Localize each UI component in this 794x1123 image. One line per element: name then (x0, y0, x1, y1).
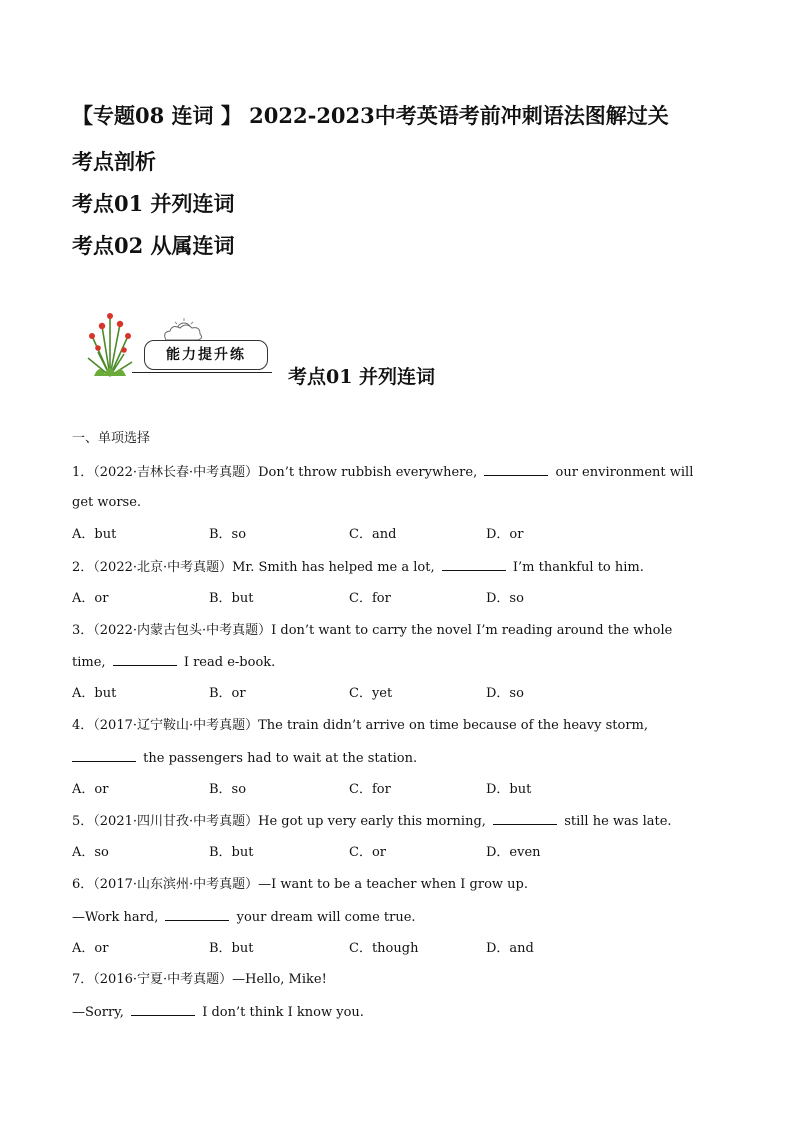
question-stem-text: the passengers had to wait at the station. (143, 751, 418, 766)
question-stem-text: 1．（2022·吉林长春·中考真题）Don’t throw rubbish everywhere, (72, 465, 478, 480)
option-c: C．though (349, 941, 419, 956)
subtitle-analysis: 考点剖析 (72, 149, 156, 174)
option-b: B．but (209, 941, 254, 956)
option-c: C．for (349, 591, 391, 606)
question-6-continuation (72, 908, 416, 927)
answer-blank (484, 463, 548, 476)
option-c: C．and (349, 527, 397, 542)
document-title: 【专题08 连词 】 2022-2023中考英语考前冲刺语法图解过关 (72, 103, 669, 128)
question-7-stem: 7．（2016·宁夏·中考真题）—Hello, Mike! (72, 972, 327, 987)
option-d: D．and (486, 941, 534, 956)
option-c: C．for (349, 782, 391, 797)
section-label: 一、单项选择 (72, 431, 151, 446)
ability-practice-badge: 能力提升练 (144, 340, 268, 370)
option-b: B．or (209, 686, 246, 701)
answer-blank (113, 653, 177, 666)
option-d: D．even (486, 845, 541, 860)
option-a: A．or (72, 591, 109, 606)
option-d: D．so (486, 686, 524, 701)
option-c: C．yet (349, 686, 393, 701)
option-b: B．so (209, 527, 247, 542)
question-stem-text: —Work hard, (72, 910, 159, 925)
answer-blank (165, 908, 229, 921)
question-stem-text: 2．（2022·北京·中考真题）Mr. Smith has helped me a lot, (72, 560, 435, 575)
option-a: A．so (72, 845, 109, 860)
question-stem-text: still he was late. (564, 814, 672, 829)
answer-blank (442, 558, 506, 571)
question-4-continuation (72, 749, 417, 768)
option-b: B．but (209, 845, 254, 860)
question-3-stem: 3．（2022·内蒙古包头·中考真题）I don’t want to carry the novel I’m reading around the whole (72, 623, 673, 638)
question-1-stem (72, 463, 693, 482)
banner-divider (132, 372, 272, 373)
question-4-stem: 4．（2017·辽宁鞍山·中考真题）The train didn’t arrive on time because of the heavy storm, (72, 718, 649, 733)
option-a: A．or (72, 782, 109, 797)
section-heading: 考点01 并列连词 (288, 366, 436, 388)
question-3-continuation (72, 653, 275, 672)
question-2-stem (72, 558, 644, 577)
answer-blank (493, 812, 557, 825)
sun-cloud-icon (156, 316, 206, 342)
option-c: C．or (349, 845, 386, 860)
question-stem-text: your dream will come true. (236, 910, 416, 925)
question-5-stem (72, 812, 672, 831)
question-stem-text: I don’t think I know you. (202, 1005, 364, 1020)
option-d: D．or (486, 527, 524, 542)
option-a: A．but (72, 527, 117, 542)
question-stem-text: 5．（2021·四川甘孜·中考真题）He got up very early this morning, (72, 814, 486, 829)
option-b: B．so (209, 782, 247, 797)
question-1-continuation: get worse. (72, 495, 142, 510)
option-d: D．so (486, 591, 524, 606)
option-a: A．or (72, 941, 109, 956)
answer-blank (131, 1003, 195, 1016)
question-7-continuation (72, 1003, 364, 1022)
question-stem-text: time, (72, 655, 106, 670)
option-b: B．but (209, 591, 254, 606)
question-stem-text: —Sorry, (72, 1005, 124, 1020)
question-stem-text: I’m thankful to him. (512, 560, 644, 575)
option-a: A．but (72, 686, 117, 701)
topic-02-heading: 考点02 从属连词 (72, 233, 235, 258)
question-stem-text: our environment will (555, 465, 694, 480)
option-d: D．but (486, 782, 532, 797)
answer-blank (72, 749, 136, 762)
question-6-stem: 6．（2017·山东滨州·中考真题）—I want to be a teacher when I grow up. (72, 877, 528, 892)
topic-01-heading: 考点01 并列连词 (72, 191, 235, 216)
question-stem-text: I read e-book. (183, 655, 276, 670)
flower-plant-icon (80, 306, 140, 378)
